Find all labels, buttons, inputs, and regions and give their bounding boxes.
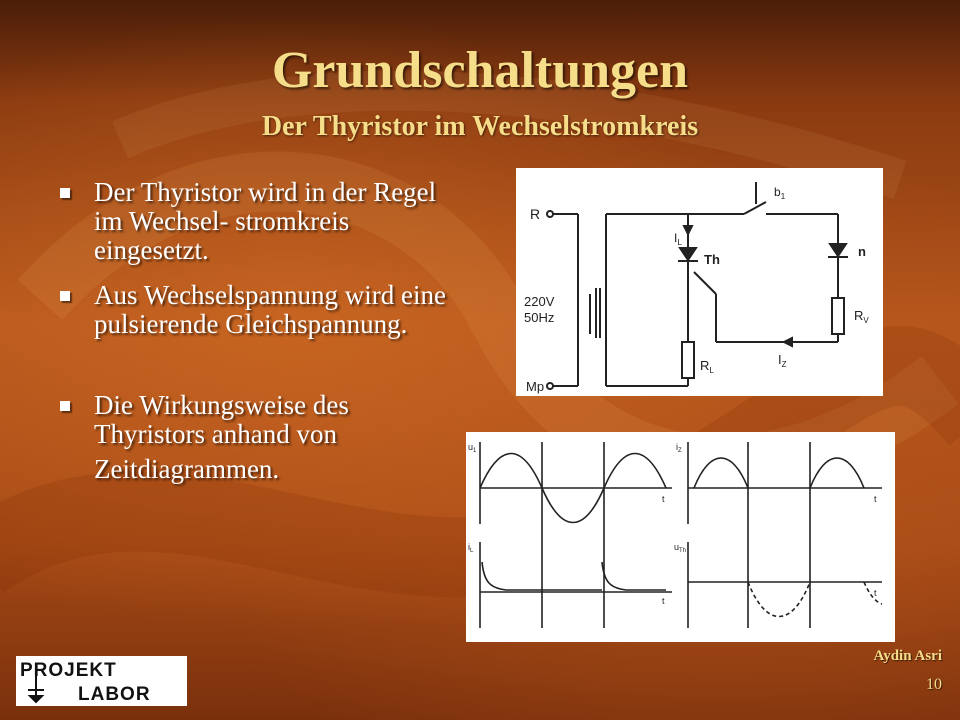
author-name: Aydin Asri [873,648,942,664]
logo-line1: PROJEKT [20,660,117,681]
circuit-label-frequency: 50Hz [524,310,555,325]
circuit-diagram [516,168,883,396]
timing-label-iz: $i_Z$ [676,442,682,454]
timing-label-uth: $u_{Th}$ [674,542,687,554]
circuit-label-rl: $R_L$ [700,358,714,375]
page-number: 10 [926,676,942,693]
slide-subtitle: Der Thyristor im Wechselstromkreis [261,111,699,142]
circuit-label-switch: $b_1$ [774,185,786,201]
circuit-label-il: $I_L$ [674,231,682,247]
bullet-item [60,391,460,489]
bullet-item [60,178,460,265]
bullet-text-continued: Zeitdiagrammen. [94,454,280,484]
projekt-labor-logo [16,656,187,706]
timing-label-il: $i_L$ [468,542,474,554]
bullet-item [60,281,460,339]
bullet-text: Aus Wechselspannung wird eine pulsierende Gleichspannung. [94,280,447,339]
bullet-text: Der Thyristor wird in der Regel im Wechsel- stromkreis eingesetzt. [94,177,437,265]
timing-label-t: t [662,596,665,606]
bullet-marker-icon [60,291,70,301]
timing-label-u1: $u_1$ [468,442,477,454]
circuit-label-iz: $I_Z$ [778,352,787,369]
slide-title: Grundschaltungen [271,42,689,99]
circuit-label-rv: $R_V$ [854,308,869,325]
bullet-marker-icon [60,188,70,198]
timing-label-t: t [662,494,665,504]
timing-label-t: t [874,494,877,504]
circuit-label-mp: Mp [526,379,545,394]
bullet-list [60,178,460,489]
timing-label-t: t [874,588,877,598]
circuit-label-voltage: 220V [524,294,555,309]
circuit-label-thyristor: Th [704,252,720,267]
circuit-label-diode: n [858,244,866,259]
timing-diagrams [466,432,895,642]
bullet-marker-icon [60,401,70,411]
bullet-text: Die Wirkungsweise des Thyristors anhand von [94,390,349,449]
logo-line2: LABOR [78,684,151,705]
circuit-label-r: R [530,206,541,222]
